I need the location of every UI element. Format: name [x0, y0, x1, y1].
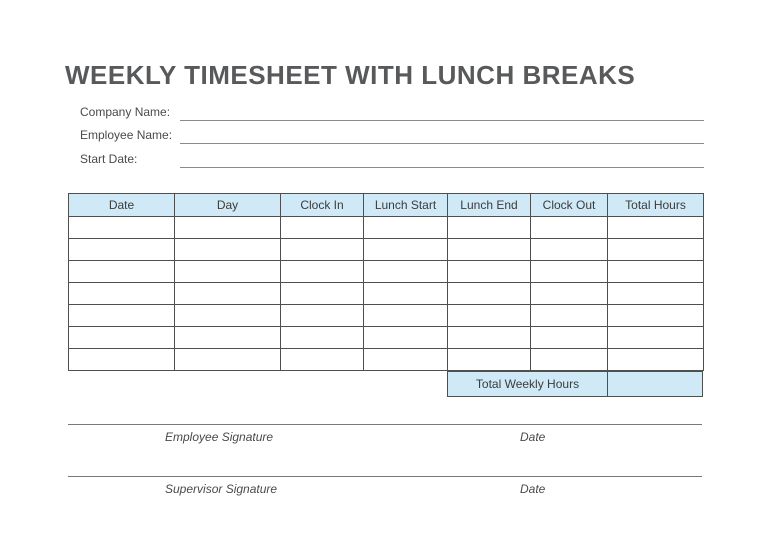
table-cell[interactable]	[448, 327, 531, 349]
table-cell[interactable]	[448, 305, 531, 327]
table-cell[interactable]	[531, 305, 608, 327]
table-row	[69, 261, 704, 283]
table-row	[69, 217, 704, 239]
table-cell[interactable]	[608, 305, 704, 327]
supervisor-signature-label: Supervisor Signature	[165, 482, 278, 496]
table-cell[interactable]	[364, 327, 448, 349]
table-cell[interactable]	[175, 349, 281, 371]
table-cell[interactable]	[69, 305, 175, 327]
col-header-clock-out: Clock Out	[531, 194, 608, 217]
table-cell[interactable]	[175, 217, 281, 239]
col-header-date: Date	[69, 194, 175, 217]
table-cell[interactable]	[281, 305, 364, 327]
table-cell[interactable]	[175, 305, 281, 327]
col-header-lunch-end: Lunch End	[448, 194, 531, 217]
table-row	[69, 305, 704, 327]
timesheet-body	[69, 217, 704, 371]
table-cell[interactable]	[448, 217, 531, 239]
table-cell[interactable]	[364, 305, 448, 327]
table-cell[interactable]	[69, 349, 175, 371]
table-cell[interactable]	[608, 239, 704, 261]
table-cell[interactable]	[448, 349, 531, 371]
col-header-clock-in: Clock In	[281, 194, 364, 217]
timesheet-table	[68, 193, 704, 371]
table-cell[interactable]	[531, 349, 608, 371]
col-header-total-hours: Total Hours	[608, 194, 704, 217]
col-header-day: Day	[175, 194, 281, 217]
table-cell[interactable]	[281, 327, 364, 349]
table-row	[69, 349, 704, 371]
table-cell[interactable]	[608, 217, 704, 239]
table-cell[interactable]	[448, 239, 531, 261]
employee-signature-label: Employee Signature	[165, 430, 274, 444]
table-cell[interactable]	[175, 283, 281, 305]
table-cell[interactable]	[531, 261, 608, 283]
table-row	[69, 327, 704, 349]
table-cell[interactable]	[281, 349, 364, 371]
table-row	[69, 239, 704, 261]
table-cell[interactable]	[608, 349, 704, 371]
table-cell[interactable]	[364, 261, 448, 283]
table-cell[interactable]	[69, 327, 175, 349]
table-cell[interactable]	[364, 217, 448, 239]
col-header-lunch-start: Lunch Start	[364, 194, 448, 217]
employee-signature-line[interactable]	[68, 424, 702, 425]
supervisor-date-label: Date	[520, 482, 546, 496]
table-cell[interactable]	[608, 283, 704, 305]
table-cell[interactable]	[175, 239, 281, 261]
table-cell[interactable]	[281, 217, 364, 239]
table-cell[interactable]	[364, 283, 448, 305]
supervisor-signature-line[interactable]	[68, 476, 702, 477]
table-cell[interactable]	[281, 239, 364, 261]
table-cell[interactable]	[448, 261, 531, 283]
employee-name-label: Employee Name:	[80, 128, 173, 142]
table-cell[interactable]	[175, 327, 281, 349]
company-name-input-line[interactable]	[180, 107, 704, 121]
table-cell[interactable]	[448, 283, 531, 305]
table-cell[interactable]	[175, 261, 281, 283]
table-cell[interactable]	[281, 261, 364, 283]
table-cell[interactable]	[364, 239, 448, 261]
total-weekly-hours-label: Total Weekly Hours	[448, 372, 608, 396]
table-row	[69, 283, 704, 305]
table-cell[interactable]	[531, 283, 608, 305]
total-weekly-hours-value[interactable]	[608, 372, 702, 396]
table-cell[interactable]	[69, 217, 175, 239]
table-cell[interactable]	[69, 239, 175, 261]
start-date-input-line[interactable]	[180, 154, 704, 168]
employee-date-label: Date	[520, 430, 546, 444]
table-cell[interactable]	[364, 349, 448, 371]
table-cell[interactable]	[531, 239, 608, 261]
total-weekly-hours-row	[447, 371, 703, 397]
company-name-label: Company Name:	[80, 105, 171, 119]
start-date-label: Start Date:	[80, 152, 138, 166]
page-title: WEEKLY TIMESHEET WITH LUNCH BREAKS	[65, 60, 636, 90]
table-cell[interactable]	[281, 283, 364, 305]
table-cell[interactable]	[69, 283, 175, 305]
table-cell[interactable]	[608, 327, 704, 349]
table-header-row	[69, 194, 704, 217]
table-cell[interactable]	[531, 217, 608, 239]
table-cell[interactable]	[608, 261, 704, 283]
employee-name-input-line[interactable]	[180, 130, 704, 144]
table-cell[interactable]	[531, 327, 608, 349]
table-cell[interactable]	[69, 261, 175, 283]
